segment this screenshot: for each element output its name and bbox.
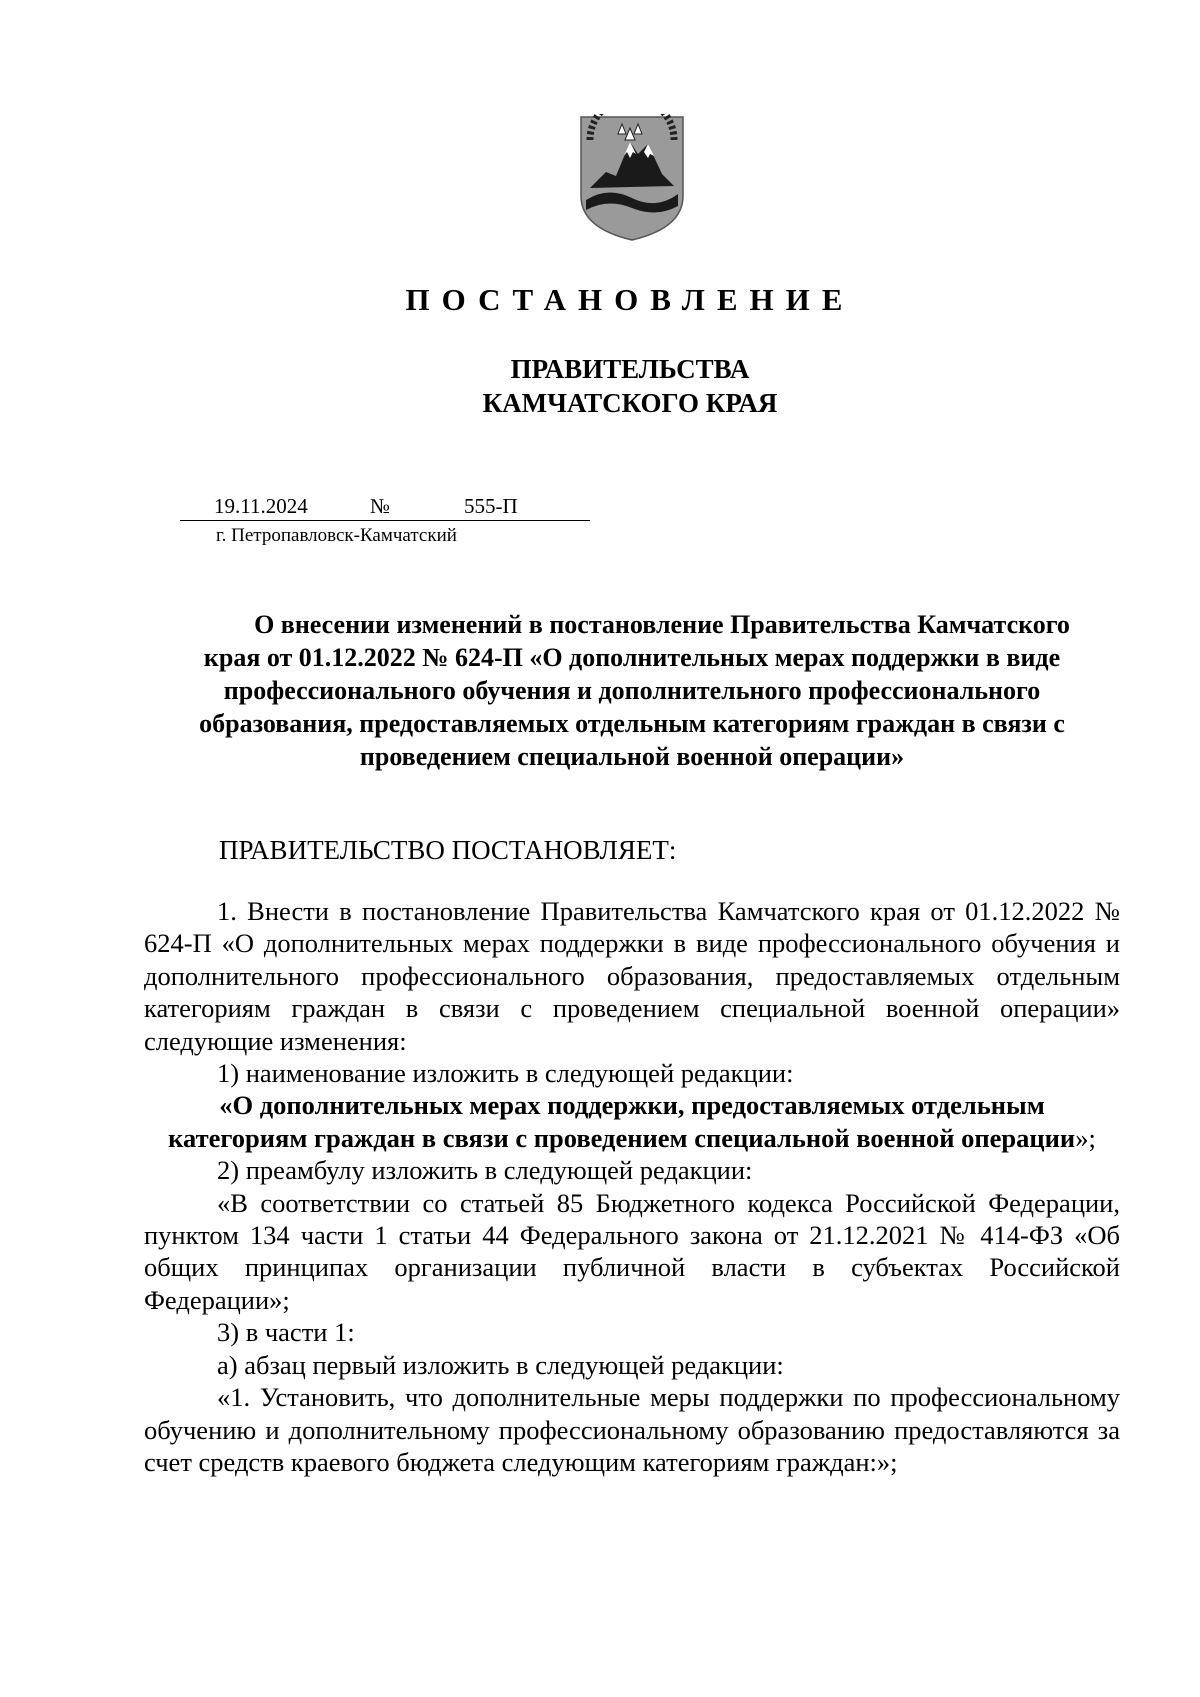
quote-close: »; [1075, 1122, 1096, 1153]
paragraph-4: 2) преамбулу изложить в следующей редакции: [217, 1155, 753, 1186]
subject-rest: края от 01.12.2022 № 624-П «О дополнительных мерах поддержки в виде профессионального обучения и дополнительного профессионального образования, предоставляемых отдельным категориям граждан в связи с проведением специальной военной операции» [199, 643, 1065, 771]
document-body [144, 895, 1120, 1478]
document-number: 555-П [464, 494, 518, 518]
quote-open: « [219, 1090, 233, 1121]
document-date: 19.11.2024 [214, 494, 308, 518]
paragraph-5: «В соответствии со статьей 85 Бюджетного кодекса Российской Федерации, пунктом 134 части 1 статьи 44 Федерального закона от 21.12.2021 № 414-ФЗ «Об общих принципах организации публичной власти в субъектах Российской Федерации»; [144, 1187, 1120, 1315]
new-title-text: О дополнительных мерах поддержки, предоставляемых отдельным категориям граждан в связи с проведением специальной военной операции [168, 1090, 1076, 1153]
authority-line-1: ПРАВИТЕЛЬСТВА [510, 354, 750, 384]
paragraph-2: 1) наименование изложить в следующей редакции: [217, 1058, 794, 1089]
document-type-title: ПОСТАНОВЛЕНИЕ [405, 282, 855, 317]
paragraph-new-title [144, 1089, 1120, 1154]
issuing-authority [300, 352, 960, 420]
paragraph-1: 1. Внести в постановление Правительства Камчатского края от 01.12.2022 № 624-П «О дополнительных мерах поддержки в виде профессионального обучения и дополнительного профессионального образования, предоставляемых отдельным категориям граждан в связи с проведением специальной военной операции» следующие изменения: [144, 896, 1120, 1056]
paragraph-7: а) абзац первый изложить в следующей редакции: [217, 1349, 784, 1380]
coat-of-arms-icon [578, 114, 686, 242]
document-city: г. Петропавловск-Камчатский [216, 525, 457, 546]
document-subject [152, 608, 1112, 773]
date-number-line [180, 493, 590, 523]
resolves-heading: ПРАВИТЕЛЬСТВО ПОСТАНОВЛЯЕТ: [219, 835, 677, 865]
authority-line-2: КАМЧАТСКОГО КРАЯ [482, 388, 778, 418]
number-sign: № [370, 494, 391, 518]
subject-line-1: О внесении изменений в постановление Правительства Камчатского [254, 610, 1070, 639]
paragraph-6: 3) в части 1: [217, 1317, 355, 1348]
paragraph-8: «1. Установить, что дополнительные меры поддержки по профессиональному обучению и дополнительному профессиональному образованию предоставляются за счет средств краевого бюджета следующим категориям граждан:»; [144, 1382, 1120, 1477]
underline-rule [180, 520, 590, 521]
